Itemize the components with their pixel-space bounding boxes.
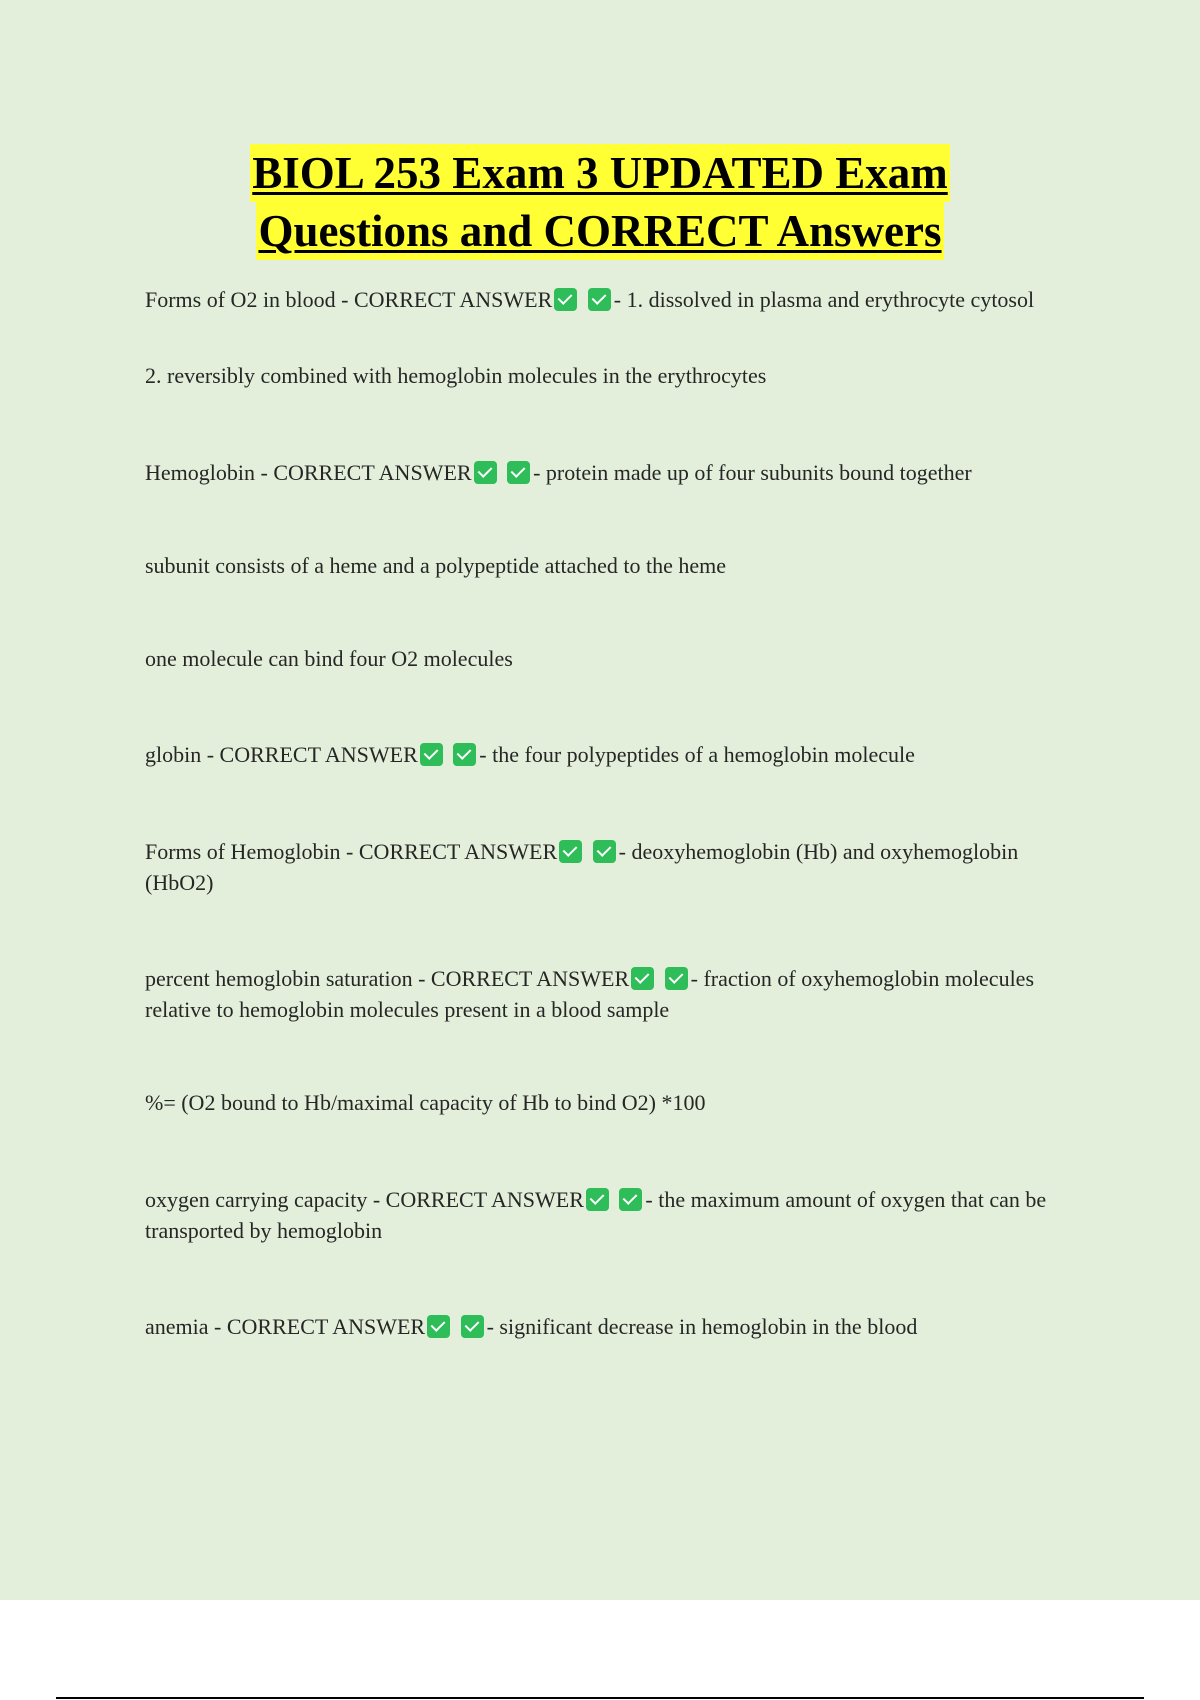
check-box-icon: [474, 461, 497, 484]
qa-answer: - significant decrease in hemoglobin in the blood: [486, 1314, 918, 1339]
title-line-1: BIOL 253 Exam 3 UPDATED Exam: [250, 144, 949, 202]
qa-note: [145, 1087, 1080, 1118]
qa-answer: - the maximum amount of oxygen that can be transported by hemoglobin: [145, 1187, 1047, 1243]
qa-term: Hemoglobin - CORRECT ANSWER: [145, 460, 472, 485]
qa-term: oxygen carrying capacity - CORRECT ANSWER: [145, 1187, 584, 1212]
check-box-icon: [420, 743, 443, 766]
qa-note-text: %= (O2 bound to Hb/maximal capacity of Hb to bind O2) *100: [145, 1090, 706, 1115]
footer-rule: [56, 1697, 1144, 1699]
check-box-icon: [507, 461, 530, 484]
qa-entry: [145, 457, 1080, 488]
check-box-icon: [427, 1315, 450, 1338]
check-box-icon: [588, 288, 611, 311]
check-box-icon: [461, 1315, 484, 1338]
check-box-icon: [453, 743, 476, 766]
check-box-icon: [586, 1188, 609, 1211]
qa-entry: [145, 836, 1080, 898]
check-box-icon: [593, 840, 616, 863]
check-box-icon: [631, 967, 654, 990]
qa-term: globin - CORRECT ANSWER: [145, 742, 418, 767]
check-box-icon: [619, 1188, 642, 1211]
qa-entry: [145, 963, 1080, 1025]
qa-term: percent hemoglobin saturation - CORRECT ANSWER: [145, 966, 630, 991]
title-line-2: Questions and CORRECT Answers: [256, 202, 943, 260]
qa-entry: [145, 1311, 1080, 1342]
qa-note: [145, 643, 1080, 674]
qa-entry: [145, 1184, 1080, 1246]
qa-note: [145, 550, 1080, 581]
qa-answer: - fraction of oxyhemoglobin molecules relative to hemoglobin molecules present in a blood sample: [145, 966, 1035, 1022]
qa-term: anemia - CORRECT ANSWER: [145, 1314, 426, 1339]
check-box-icon: [559, 840, 582, 863]
qa-entry: [145, 284, 1080, 315]
document-title: [0, 144, 1200, 260]
qa-answer: - deoxyhemoglobin (Hb) and oxyhemoglobin (HbO2): [145, 839, 1019, 895]
qa-note-text: one molecule can bind four O2 molecules: [145, 646, 513, 671]
check-box-icon: [665, 967, 688, 990]
qa-answer: - the four polypeptides of a hemoglobin molecule: [479, 742, 915, 767]
qa-note-text: subunit consists of a heme and a polypeptide attached to the heme: [145, 553, 727, 578]
qa-answer: - protein made up of four subunits bound together: [533, 460, 972, 485]
qa-note: [145, 360, 1080, 391]
check-box-icon: [554, 288, 577, 311]
qa-term: Forms of Hemoglobin - CORRECT ANSWER: [145, 839, 558, 864]
qa-note-text: 2. reversibly combined with hemoglobin molecules in the erythrocytes: [145, 363, 767, 388]
qa-entry: [145, 739, 1080, 770]
qa-term: Forms of O2 in blood - CORRECT ANSWER: [145, 287, 553, 312]
qa-answer: - 1. dissolved in plasma and erythrocyte cytosol: [613, 287, 1035, 312]
